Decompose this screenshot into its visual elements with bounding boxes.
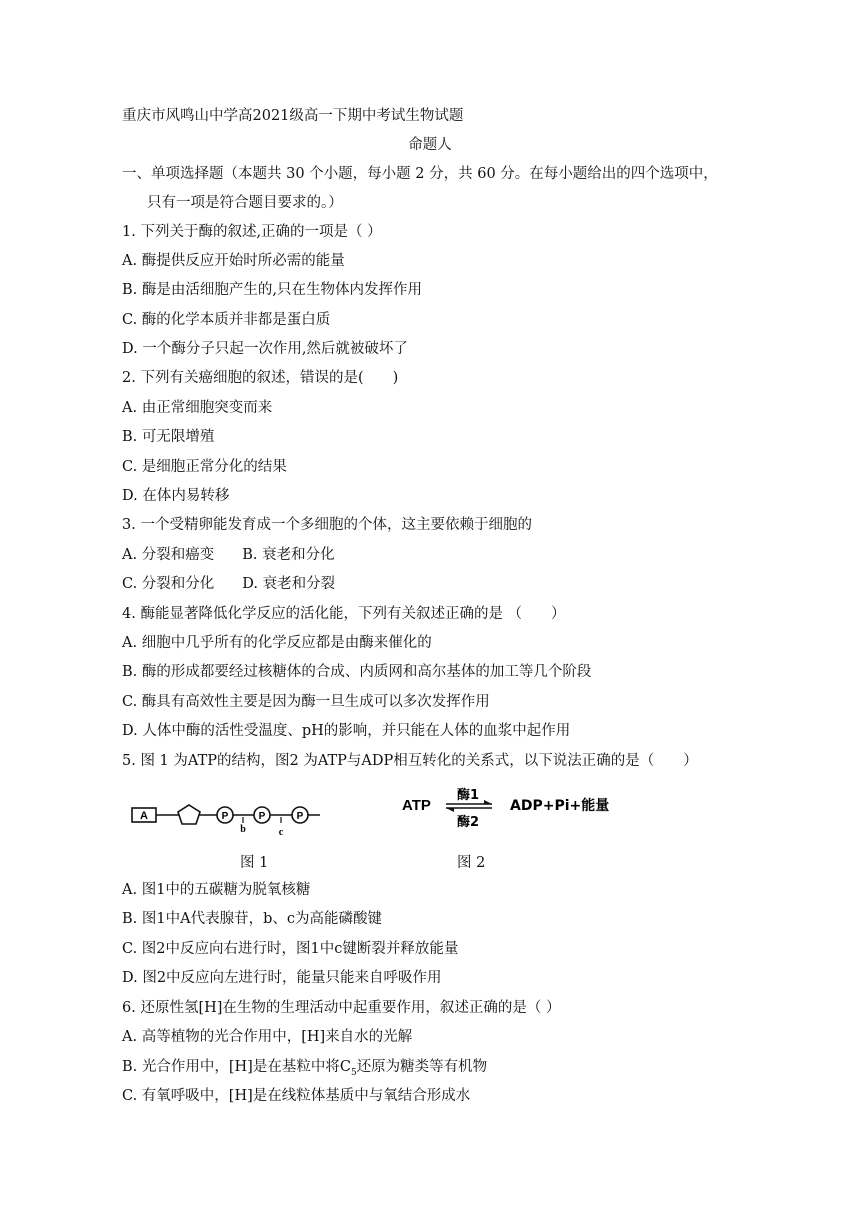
q5-option-d: D. 图2中反应向左进行时，能量只能来自呼吸作用 bbox=[122, 970, 442, 986]
q3-option-a: A. 分裂和癌变 bbox=[122, 547, 215, 563]
section-heading: 一、单项选择题（本题共 30 个小题，每小题 2 分，共 60 分。在每小题给出的四个选项中， bbox=[122, 166, 718, 182]
phosphate-2-label: P bbox=[258, 811, 266, 822]
exam-title: 重庆市风鸣山中学高2021级高一下期中考试生物试题 bbox=[122, 108, 464, 124]
q3-option-b: B. 衰老和分化 bbox=[242, 547, 335, 563]
question-6: 6. 还原性氢[H]在生物的生理活动中起重要作用，叙述正确的是（ ） bbox=[122, 1000, 561, 1016]
reverse-arrowhead bbox=[446, 808, 454, 812]
enzyme1-label: 酶1 bbox=[456, 788, 480, 803]
adp-products-label: ADP+Pi+能量 bbox=[510, 798, 610, 814]
q3-options-row1 bbox=[122, 545, 335, 565]
c5-symbol: C bbox=[339, 1059, 351, 1075]
forward-arrowhead bbox=[484, 800, 492, 804]
adenine-label: A bbox=[140, 810, 148, 822]
ribose-pentagon bbox=[178, 805, 200, 824]
q2-option-c: C. 是细胞正常分化的结果 bbox=[122, 459, 287, 475]
q5-option-a: A. 图1中的五碳糖为脱氧核糖 bbox=[122, 882, 311, 898]
q1-option-b: B. 酶是由活细胞产生的,只在生物体内发挥作用 bbox=[122, 282, 422, 298]
bond-c-label: c bbox=[278, 827, 284, 836]
question-4: 4. 酶能显著降低化学反应的活化能，下列有关叙述正确的是 （ ） bbox=[122, 606, 566, 622]
question-2: 2. 下列有关癌细胞的叙述，错误的是( ) bbox=[122, 370, 399, 386]
phosphate-3-label: P bbox=[296, 811, 304, 822]
bond-b-label: b bbox=[240, 824, 246, 835]
author-line: 命题人 bbox=[408, 137, 452, 153]
question-3: 3. 一个受精卵能发育成一个多细胞的个体，这主要依赖于细胞的 bbox=[122, 517, 532, 533]
q3-option-d: D. 衰老和分裂 bbox=[242, 576, 336, 592]
atp-structure-figure bbox=[130, 796, 320, 836]
q5-option-c: C. 图2中反应向右进行时，图1中c键断裂并释放能量 bbox=[122, 941, 459, 957]
figure-1-caption: 图 1 bbox=[240, 855, 269, 871]
q2-option-d: D. 在体内易转移 bbox=[122, 488, 230, 504]
section-heading-cont: 只有一项是符合题目要求的。） bbox=[147, 195, 343, 211]
figure-2-caption: 图 2 bbox=[457, 855, 486, 871]
q1-option-a: A. 酶提供反应开始时所必需的能量 bbox=[122, 253, 345, 269]
enzyme2-label: 酶2 bbox=[456, 815, 480, 830]
q2-option-b: B. 可无限增殖 bbox=[122, 429, 215, 445]
q6-option-b-rest: 还原为糖类等有机物 bbox=[356, 1059, 488, 1075]
q4-option-c: C. 酶具有高效性主要是因为酶一旦生成可以多次发挥作用 bbox=[122, 694, 490, 710]
phosphate-1-label: P bbox=[221, 811, 229, 822]
c5-subscript: 5 bbox=[350, 1067, 357, 1078]
q3-option-c: C. 分裂和分化 bbox=[122, 576, 215, 592]
q5-option-b: B. 图1中A代表腺苷，b、c为高能磷酸键 bbox=[122, 911, 382, 927]
q4-option-b: B. 酶的形成都要经过核糖体的合成、内质网和高尔基体的加工等几个阶段 bbox=[122, 664, 592, 680]
atp-label: ATP bbox=[402, 797, 431, 814]
q6-option-a: A. 高等植物的光合作用中，[H]来自水的光解 bbox=[122, 1029, 413, 1045]
q1-option-d: D. 一个酶分子只起一次作用,然后就被破坏了 bbox=[122, 341, 408, 357]
q2-option-a: A. 由正常细胞突变而来 bbox=[122, 400, 273, 416]
q4-option-d: D. 人体中酶的活性受温度、pH的影响，并只能在人体的血浆中起作用 bbox=[122, 723, 571, 739]
atp-adp-conversion-figure bbox=[400, 784, 640, 832]
q3-options-row2 bbox=[122, 574, 335, 594]
question-5: 5. 图 1 为ATP的结构，图2 为ATP与ADP相互转化的关系式，以下说法正确的是（ ） bbox=[122, 753, 698, 769]
question-1: 1. 下列关于酶的叙述,正确的一项是（ ） bbox=[122, 224, 382, 240]
q6-option-c: C. 有氧呼吸中，[H]是在线粒体基质中与氧结合形成水 bbox=[122, 1088, 471, 1104]
q4-option-a: A. 细胞中几乎所有的化学反应都是由酶来催化的 bbox=[122, 635, 432, 651]
q6-option-b bbox=[122, 1057, 487, 1083]
q1-option-c: C. 酶的化学本质并非都是蛋白质 bbox=[122, 312, 331, 328]
q6-option-b-text: B. 光合作用中，[H]是在基粒中将 bbox=[122, 1059, 340, 1075]
